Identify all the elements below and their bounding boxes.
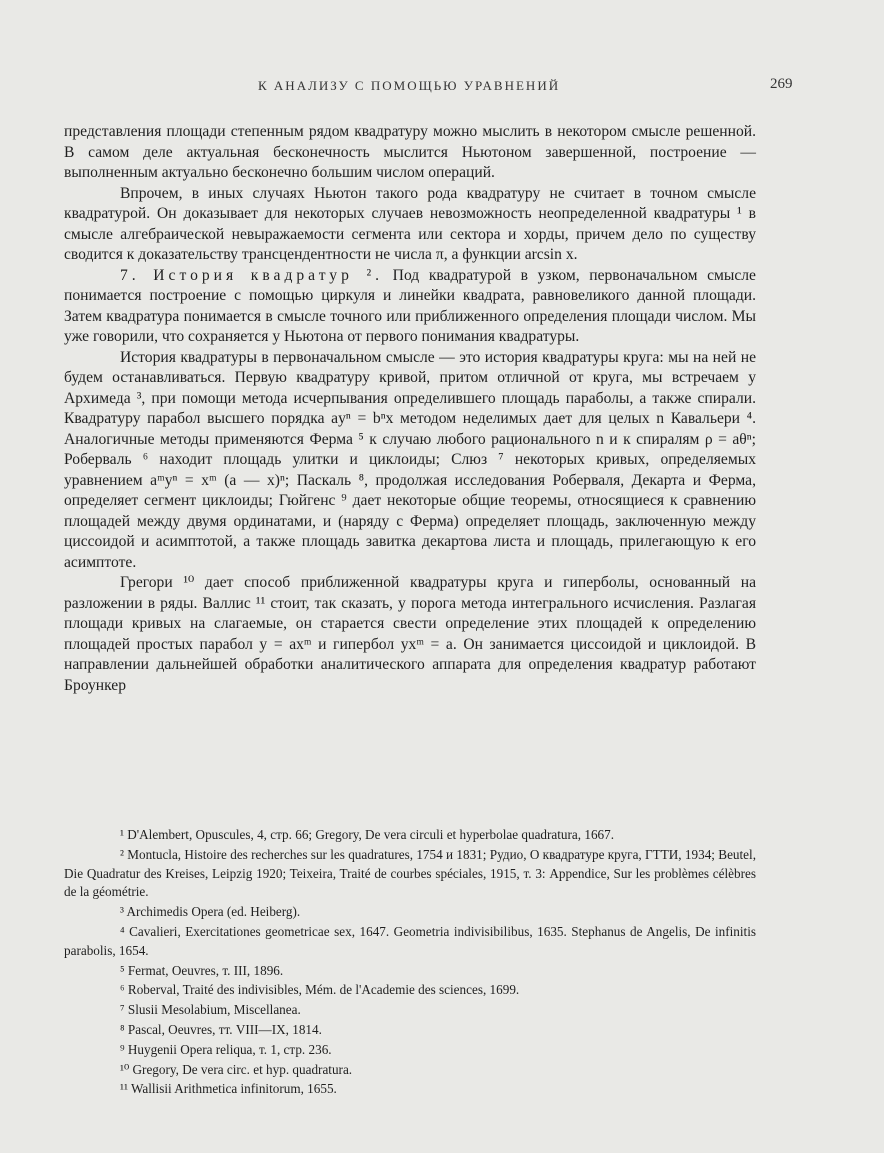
running-head [0, 78, 884, 98]
paragraph-text: Под квадратурой в узком, первоначальном смысле понимается построение с помощью циркуля и линейки квадрата, равновеликого данной площади. Затем квадратура понимается в смысле точного или приближенного определения площади числом. Мы уже говорили, что сохраняется у Ньютона от первого понимания квадратуры. [64, 266, 756, 345]
footnotes [64, 826, 756, 1100]
footnote: ¹ D'Alembert, Opuscules, 4, стр. 66; Gregory, De vera circuli et hyperbolae quadratura, 1667. [120, 827, 615, 842]
body-text [64, 122, 756, 696]
footnote: ⁹ Huygenii Opera reliqua, т. 1, стр. 236. [120, 1041, 332, 1057]
footnote: ⁴ Cavalieri, Exercitationes geometricae sex, 1647. Geometria indivisibilibus, 1635. Stephanus de Angelis, De infinitis parabolis, 1654. [64, 923, 756, 958]
running-title: К АНАЛИЗУ С ПОМОЩЬЮ УРАВНЕНИЙ [258, 78, 561, 93]
footnote: ⁷ Slusii Mesolabium, Miscellanea. [120, 1002, 301, 1018]
paragraph: Грегори ¹⁰ дает способ приближенной квадратуры круга и гиперболы, основанный на разложении в ряды. Валлис ¹¹ стоит, так сказать, у порога метода интегрального исчисления. Разлагая площади кривых на слагаемые, он старается свести определение этих площадей к определению площадей простых парабол y = axᵐ и гипербол yxᵐ = a. Он занимается циссоидой и циклоидой. В направлении дальнейшей обработки аналитического аппарата для определения квадратур работают Броункер [64, 574, 756, 694]
paragraph: Впрочем, в иных случаях Ньютон такого рода квадратуру не считает в точном смысле квадратурой. Он доказывает для некоторых случаев невозможность неопределенной квадратуры ¹ в смысле алгебраической невыражаемости сегмента или сектора и хорды, причем дело по существу сводится к доказательству трансцендентности не числа π, а функции arcsin x. [64, 184, 756, 263]
footnote: ⁶ Roberval, Traité des indivisibles, Mém. de l'Academie des sciences, 1699. [120, 982, 520, 998]
paragraph: представления площади степенным рядом квадратуру можно мыслить в некотором смысле решенной. В самом деле актуальная бесконечность мыслится Ньютоном завершенной, построение — выполненным актуально бесконечно большим числом операций. [64, 123, 756, 181]
footnote: ² Montucla, Histoire des recherches sur les quadratures, 1754 и 1831; Рудио, О квадратуре круга, ГТТИ, 1934; Beutel, Die Quadratur des Kreises, Leipzig 1920; Teixeira, Traité de courbes spéciales, 1915, т. 3: Appendice, Sur les problèmes célèbres de la géométrie. [64, 846, 756, 900]
paragraph: История квадратуры в первоначальном смысле — это история квадратуры круга: мы на ней не будем останавливаться. Первую квадратуру кривой, притом отличной от круга, мы встречаем у Архимеда ³, при помощи метода исчерпывания определившего площадь параболы, а также спирали. Квадратуру парабол высшего порядка ayⁿ = bⁿx методом неделимых дает для целых n Кавальери ⁴. Аналогичные методы применяются Ферма ⁵ к случаю любого рационального n и к спиралям ρ = aθⁿ; Роберваль ⁶ находит площадь улитки и циклоиды; Слюз ⁷ некоторых кривых, определяемых уравнением aᵐyⁿ = xᵐ (a — x)ⁿ; Паскаль ⁸, продолжая исследования Роберваля, Декарта и Ферма, определяет сегмент циклоиды; Гюйгенс ⁹ дает некоторые общие теоремы, относящиеся к сравнению площадей между двумя ординатами, и (наряду с Ферма) определяет площадь, заключенную между циссоидой и асимптотой, а также площадь завитка декартова листа и площадь, прилегающую к его асимптоте. [64, 348, 756, 571]
section-heading: 7. История квадратур ². [120, 266, 384, 284]
footnote: ¹⁰ Gregory, De vera circ. et hyp. quadratura. [120, 1061, 353, 1077]
footnote: ⁵ Fermat, Oeuvres, т. III, 1896. [120, 962, 284, 978]
footnote: ⁸ Pascal, Oeuvres, тт. VIII—IX, 1814. [120, 1021, 322, 1037]
footnote: ³ Archimedis Opera (ed. Heiberg). [120, 904, 301, 920]
paragraph [64, 266, 756, 348]
page-number: 269 [770, 76, 793, 92]
footnote: ¹¹ Wallisii Arithmetica infinitorum, 1655. [120, 1081, 337, 1097]
